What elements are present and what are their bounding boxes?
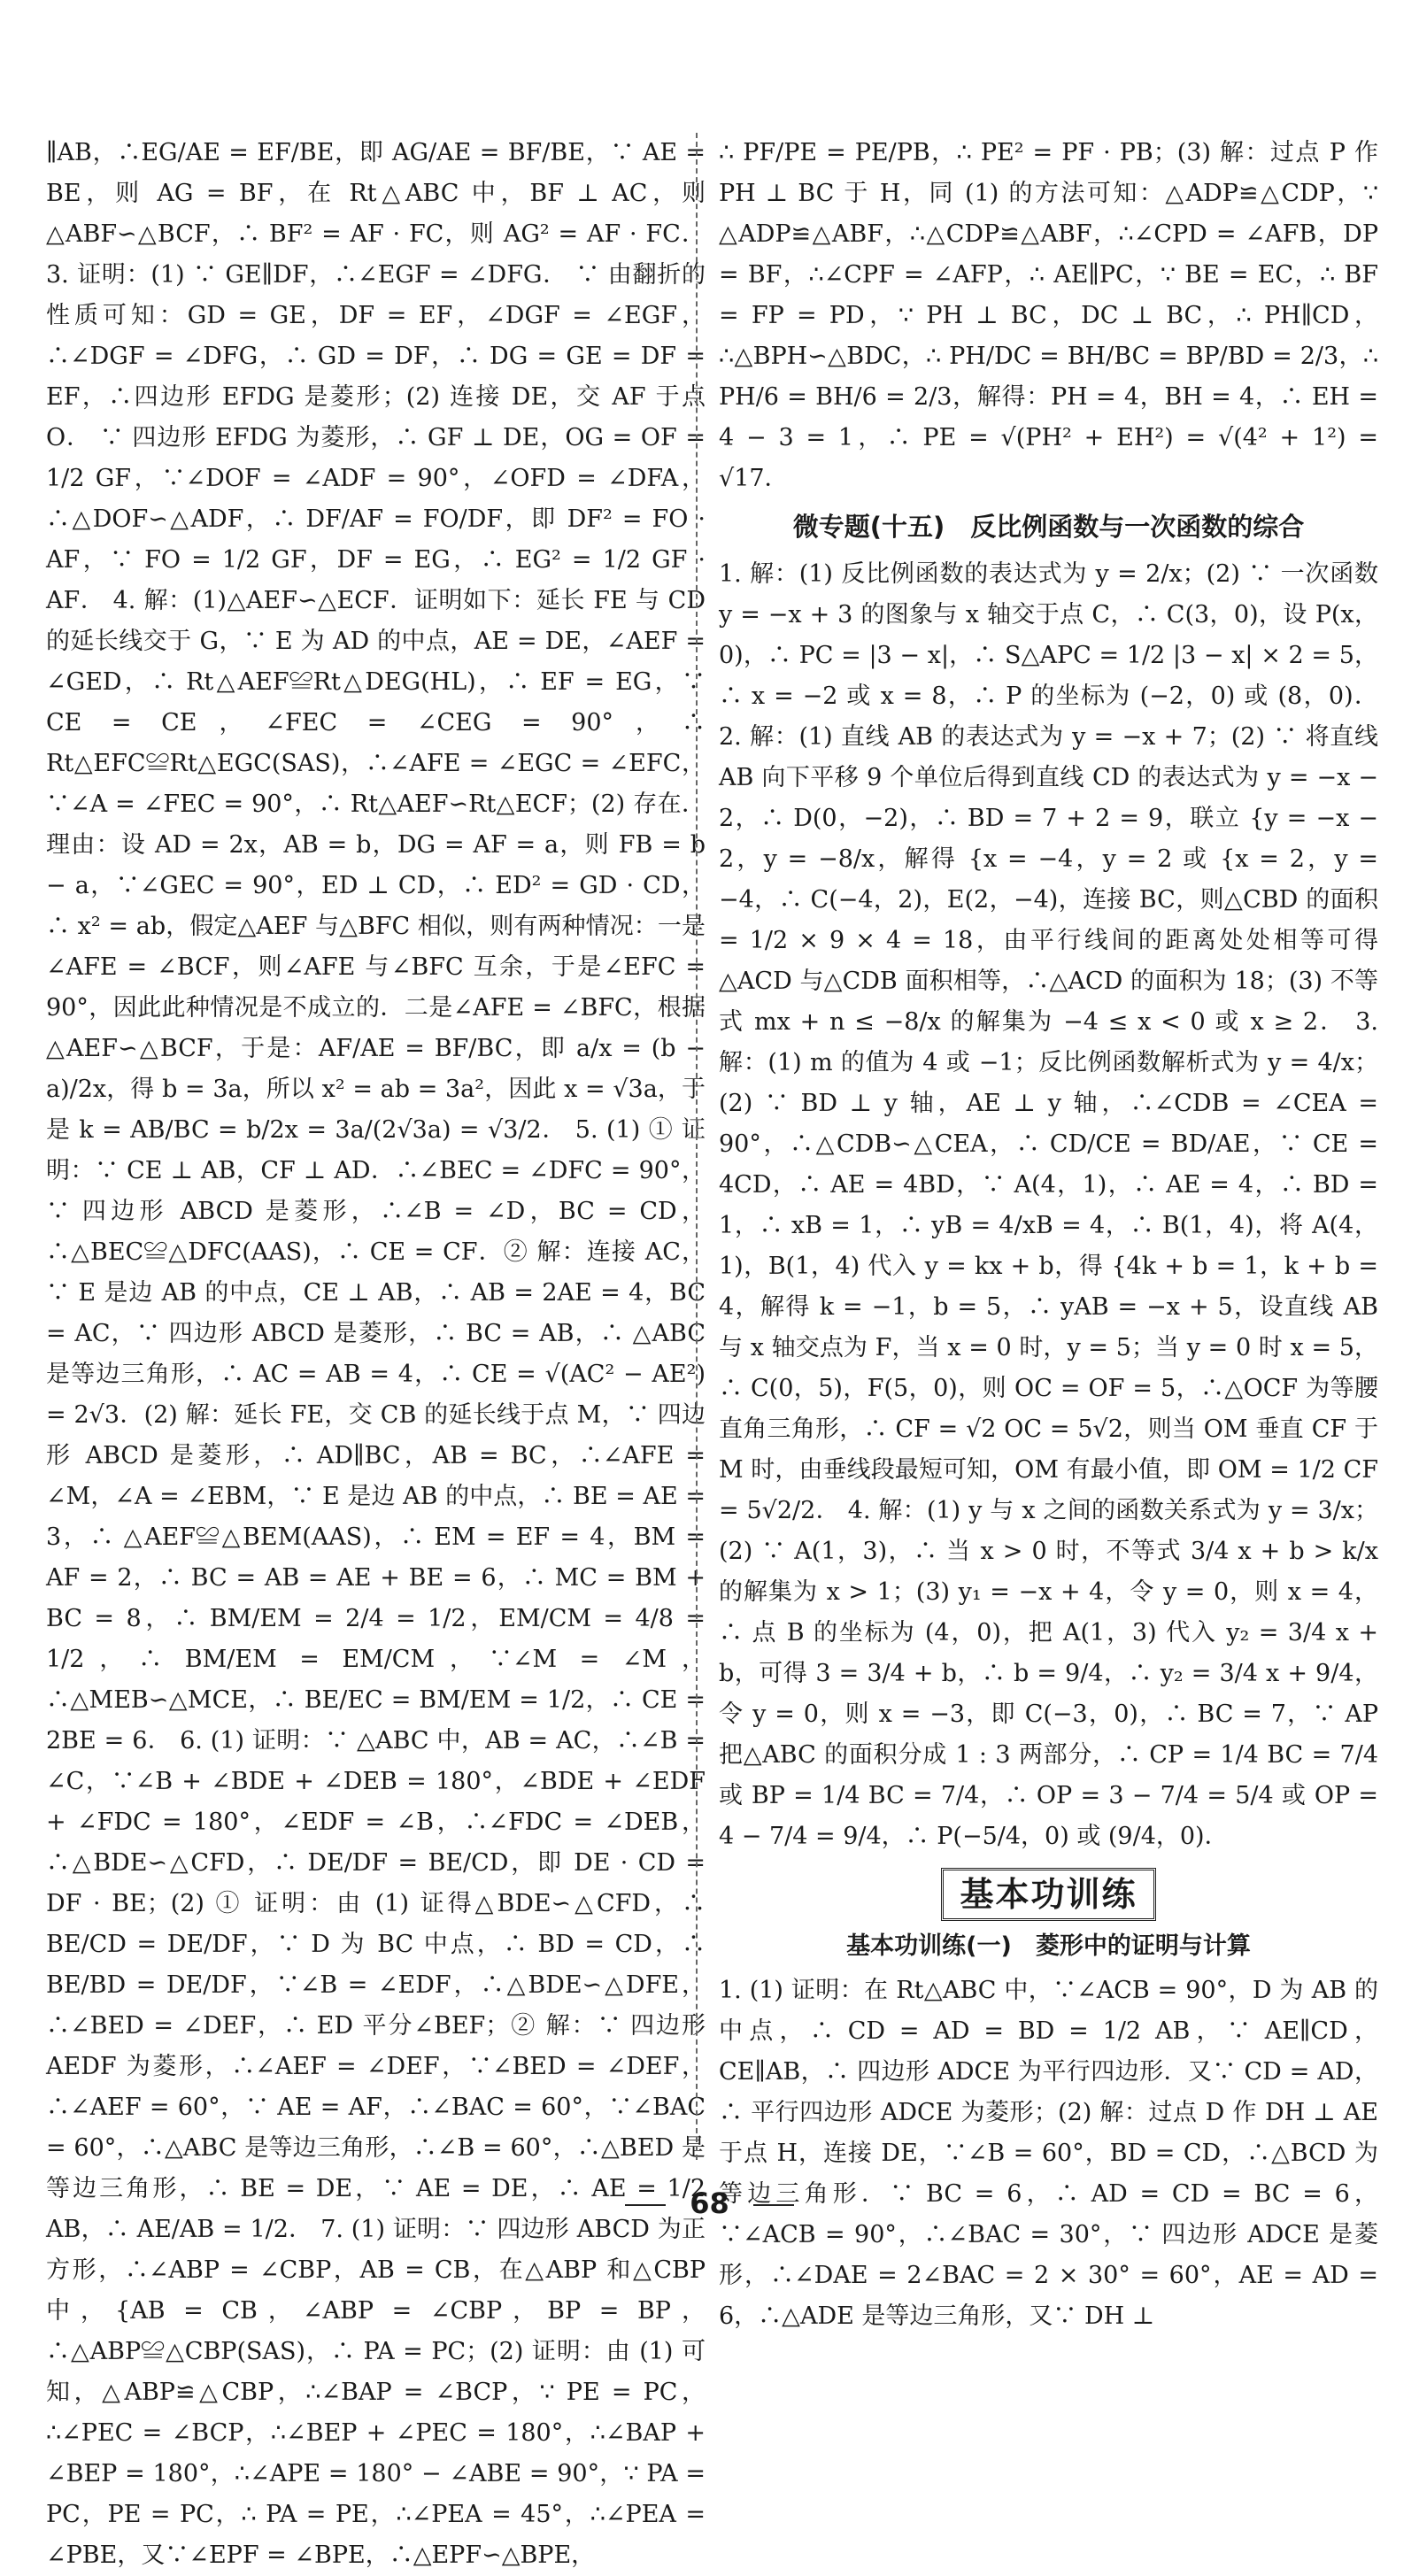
footer-dash-right [753, 2204, 794, 2206]
footer-dash-left [625, 2204, 666, 2206]
right-column [719, 133, 1378, 2337]
box-title-basic-training: 基本功训练 [941, 1868, 1155, 1921]
section-title-micro-topic-15: 微专题(十五) 反比例函数与一次函数的综合 [792, 512, 1305, 542]
right-intro-text: ∴ PF/PE = PE/PB，∴ PE² = PF · PB；(3) 解：过点 P 作 PH ⊥ BC 于 H，同 (1) 的方法可知：△ADP≌△CDP，∵ △ADP≌△ABF，∴△CDP≌△ABF，∴∠CPD = ∠AFB，DP = BF，∴∠CPF = ∠AFP，∴ AE∥PC，∵ BE = EC，∴ BF = FP = PD，∵ PH ⊥ BC，DC ⊥ BC，∴ PH∥CD，∴△BPH∽△BDC，∴ PH/DC = BH/BC = BP/BD = 2/3，∴ PH/6 = BH/6 = 2/3，解得：PH = 4，BH = 4，∴ EH = 4 − 3 = 1，∴ PE = √(PH² + EH²) = √(4² + 1²) = √17． [719, 139, 1378, 492]
page-footer [0, 2187, 1419, 2220]
page-number: 68 [690, 2187, 729, 2220]
section-basic-training-1-text: 1. (1) 证明：在 Rt△ABC 中，∵∠ACB = 90°，D 为 AB 的中点，∴ CD = AD = BD = 1/2 AB，∵ AE∥CD，CE∥AB，∴ 四边形 ADCE 为平行四边形．又∵ CD = AD，∴ 平行四边形 ADCE 为菱形；(2) 解：过点 D 作 DH ⊥ AE 于点 H，连接 DE，∵∠B = 60°，BD = CD，∴△BCD 为等边三角形．∵ BC = 6，∴ AD = CD = BC = 6，∵∠ACB = 90°，∴∠BAC = 30°，∵ 四边形 ADCE 是菱形，∴∠DAE = 2∠BAC = 2 × 30° = 60°，AE = AD = 6，∴△ADE 是等边三角形，又∵ DH ⊥ [719, 1977, 1378, 2330]
left-column-text: ∥AB，∴EG/AE = EF/BE，即 AG/AE = BF/BE，∵ AE = BE，则 AG = BF，在 Rt△ABC 中，BF ⊥ AC，则△ABF∽△BCF，∴ BF² = AF · FC，则 AG² = AF · FC． 3. 证明：(1) ∵ GE∥DF，∴∠EGF = ∠DFG． ∵ 由翻折的性质可知：GD = GE，DF = EF，∠DGF = ∠EGF，∴∠DGF = ∠DFG，∴ GD = DF，∴ DG = GE = DF = EF，∴四边形 EFDG 是菱形；(2) 连接 DE，交 AF 于点 O． ∵ 四边形 EFDG 为菱形，∴ GF ⊥ DE，OG = OF = 1/2 GF，∵∠DOF = ∠ADF = 90°，∠OFD = ∠DFA，∴△DOF∽△ADF，∴ DF/AF = FO/DF，即 DF² = FO · AF，∵ FO = 1/2 GF，DF = EG，∴ EG² = 1/2 GF · AF． 4. 解：(1)△AEF∽△ECF．证明如下：延长 FE 与 CD 的延长线交于 G，∵ E 为 AD 的中点，AE = DE，∠AEF = ∠GED，∴ Rt△AEF≌Rt△DEG(HL)，∴ EF = EG，∵ CE = CE，∠FEC = ∠CEG = 90°，∴ Rt△EFC≌Rt△EGC(SAS)，∴∠AFE = ∠EGC = ∠EFC，∵∠A = ∠FEC = 90°，∴ Rt△AEF∽Rt△ECF；(2) 存在．理由：设 AD = 2x，AB = b，DG = AF = a，则 FB = b − a，∵∠GEC = 90°，ED ⊥ CD，∴ ED² = GD · CD，∴ x² = ab，假定△AEF 与△BFC 相似，则有两种情况：一是∠AFE = ∠BCF，则∠AFE 与∠BFC 互余，于是∠EFC = 90°，因此此种情况是不成立的．二是∠AFE = ∠BFC，根据△AEF∽△BCF，于是：AF/AE = BF/BC，即 a/x = (b − a)/2x，得 b = 3a，所以 x² = ab = 3a²，因此 x = √3a，于是 k = AB/BC = b/2x = 3a/(2√3a) = √3/2． 5. (1) ① 证明：∵ CE ⊥ AB，CF ⊥ AD．∴∠BEC = ∠DFC = 90°，∵ 四边形 ABCD 是菱形，∴∠B = ∠D，BC = CD，∴△BEC≌△DFC(AAS)，∴ CE = CF．② 解：连接 AC，∵ E 是边 AB 的中点，CE ⊥ AB，∴ AB = 2AE = 4，BC = AC，∵ 四边形 ABCD 是菱形，∴ BC = AB，∴ △ABC 是等边三角形，∴ AC = AB = 4，∴ CE = √(AC² − AE²) = 2√3．(2) 解：延长 FE，交 CB 的延长线于点 M，∵ 四边形 ABCD 是菱形，∴ AD∥BC，AB = BC，∴∠AFE = ∠M，∠A = ∠EBM，∵ E 是边 AB 的中点，∴ BE = AE = 3，∴ △AEF≌△BEM(AAS)，∴ EM = EF = 4，BM = AF = 2，∴ BC = AB = AE + BE = 6，∴ MC = BM + BC = 8，∴ BM/EM = 2/4 = 1/2，EM/CM = 4/8 = 1/2，∴ BM/EM = EM/CM，∵∠M = ∠M，∴△MEB∽△MCE，∴ BE/EC = BM/EM = 1/2，∴ CE = 2BE = 6． 6. (1) 证明：∵ △ABC 中，AB = AC，∴∠B = ∠C，∵∠B + ∠BDE + ∠DEB = 180°，∠BDE + ∠EDF + ∠FDC = 180°，∠EDF = ∠B，∴∠FDC = ∠DEB，∴△BDE∽△CFD，∴ DE/DF = BE/CD，即 DE · CD = DF · BE；(2) ① 证明：由 (1) 证得△BDE∽△CFD，∴ BE/CD = DE/DF，∵ D 为 BC 中点，∴ BD = CD，∴ BE/BD = DE/DF，∵∠B = ∠EDF，∴△BDE∽△DFE，∴∠BED = ∠DEF，∴ ED 平分∠BEF；② 解：∵ 四边形 AEDF 为菱形，∴∠AEF = ∠DEF，∵∠BED = ∠DEF，∴∠AEF = 60°，∵ AE = AF，∴∠BAC = 60°，∵∠BAC = 60°，∴△ABC 是等边三角形，∴∠B = 60°，∴△BED 是等边三角形，∴ BE = DE，∵ AE = DE，∴ AE = 1/2 AB，∴ AE/AB = 1/2． 7. (1) 证明：∵ 四边形 ABCD 为正方形，∴∠ABP = ∠CBP，AB = CB，在△ABP 和△CBP 中，{AB = CB，∠ABP = ∠CBP，BP = BP，∴△ABP≌△CBP(SAS)，∴ PA = PC；(2) 证明：由 (1) 可知，△ABP≌△CBP，∴∠BAP = ∠BCP，∵ PE = PC，∴∠PEC = ∠BCP，∴∠BEP + ∠PEC = 180°，∴∠BAP + ∠BEP = 180°，∴∠APE = 180° − ∠ABE = 90°，∵ PA = PC，PE = PC，∴ PA = PE，∴∠PEA = 45°，∴∠PEA = ∠PBE，又∵∠EPF = ∠BPE，∴△EPF∽△BPE， [46, 139, 706, 2569]
column-divider [696, 133, 698, 2160]
section-title-basic-training-1: 基本功训练(一) 菱形中的证明与计算 [846, 1932, 1251, 1960]
section-micro-topic-15-text: 1. 解：(1) 反比例函数的表达式为 y = 2/x；(2) ∵ 一次函数 y = −x + 3 的图象与 x 轴交于点 C，∴ C(3，0)，设 P(x，0)，∴ PC = |3 − x|，∴ S△APC = 1/2 |3 − x| × 2 = 5，∴ x = −2 或 x = 8，∴ P 的坐标为 (−2，0) 或 (8，0)． 2. 解：(1) 直线 AB 的表达式为 y = −x + 7；(2) ∵ 将直线 AB 向下平移 9 个单位后得到直线 CD 的表达式为 y = −x − 2，∴ D(0，−2)，∴ BD = 7 + 2 = 9，联立 {y = −x − 2，y = −8/x，解得 {x = −4，y = 2 或 {x = 2，y = −4，∴ C(−4，2)，E(2，−4)，连接 BC，则△CBD 的面积 = 1/2 × 9 × 4 = 18，由平行线间的距离处处相等可得△ACD 与△CDB 面积相等，∴△ACD 的面积为 18；(3) 不等式 mx + n ≤ −8/x 的解集为 −4 ≤ x < 0 或 x ≥ 2． 3. 解：(1) m 的值为 4 或 −1；反比例函数解析式为 y = 4/x；(2) ∵ BD ⊥ y 轴，AE ⊥ y 轴，∴∠CDB = ∠CEA = 90°，∴△CDB∽△CEA，∴ CD/CE = BD/AE，∵ CE = 4CD，∴ AE = 4BD，∵ A(4，1)，∴ AE = 4，∴ BD = 1，∴ xB = 1，∴ yB = 4/xB = 4，∴ B(1，4)，将 A(4，1)，B(1，4) 代入 y = kx + b，得 {4k + b = 1，k + b = 4，解得 k = −1，b = 5，∴ yAB = −x + 5，设直线 AB 与 x 轴交点为 F，当 x = 0 时，y = 5；当 y = 0 时 x = 5，∴ C(0，5)，F(5，0)，则 OC = OF = 5，∴△OCF 为等腰直角三角形，∴ CF = √2 OC = 5√2，则当 OM 垂直 CF 于 M 时，由垂线段最短可知，OM 有最小值，即 OM = 1/2 CF = 5√2/2． 4. 解：(1) y 与 x 之间的函数关系式为 y = 3/x；(2) ∵ A(1，3)，∴ 当 x > 0 时，不等式 3/4 x + b > k/x 的解集为 x > 1；(3) y₁ = −x + 4，令 y = 0，则 x = 4，∴ 点 B 的坐标为 (4，0)，把 A(1，3) 代入 y₂ = 3/4 x + b，可得 3 = 3/4 + b，∴ b = 9/4，∴ y₂ = 3/4 x + 9/4，令 y = 0，则 x = −3，即 C(−3，0)，∴ BC = 7，∵ AP 把△ABC 的面积分成 1 : 3 两部分，∴ CP = 1/4 BC = 7/4 或 BP = 1/4 BC = 7/4，∴ OP = 3 − 7/4 = 5/4 或 OP = 4 − 7/4 = 9/4，∴ P(−5/4，0) 或 (9/4，0)． [719, 560, 1378, 1850]
box-title-wrap [719, 1868, 1378, 1921]
